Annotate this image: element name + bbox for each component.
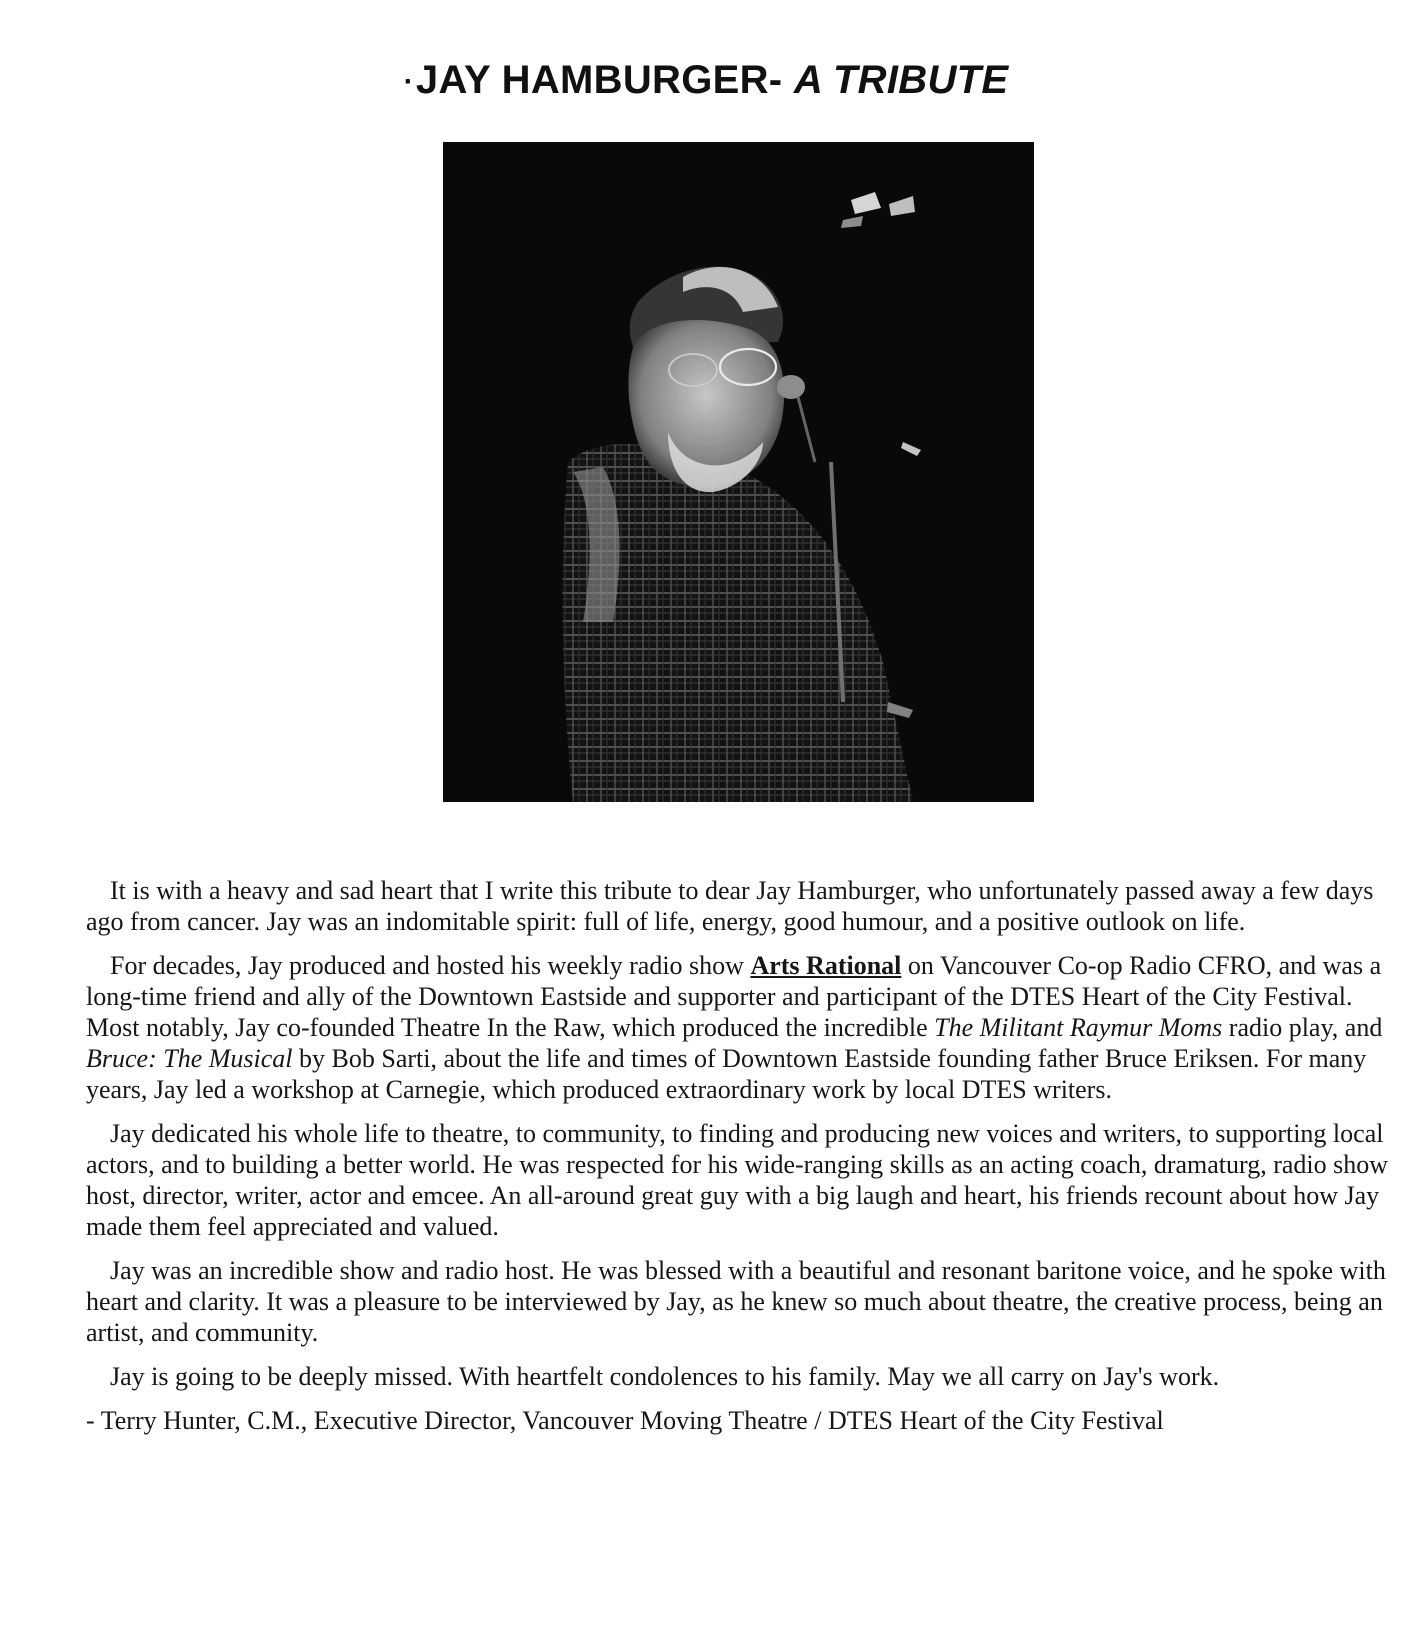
paragraph-2: [86, 950, 1396, 1105]
paragraph-1: It is with a heavy and sad heart that I write this tribute to dear Jay Hamburger, who unfortunately passed away a few days ago from cancer. Jay was an indomitable spirit: full of life, energy, good humour, and a positive outlook on life.: [86, 876, 1374, 936]
paragraph-5: Jay is going to be deeply missed. With heartfelt condolences to his family. May we all carry on Jay's work.: [110, 1362, 1220, 1391]
play-title-1: The Militant Raymur Moms: [934, 1013, 1223, 1042]
radio-show-name: Arts Rational: [750, 951, 902, 980]
paragraph-2-part-b: on Vancouver Co-op Radio CFRO, and was a long-time friend and ally of the Downtown Eastside and supporter and participant of the DTES Heart of the City Festival. Most notably, Jay co-founded Theatre In the Raw, which produced the incredible: [86, 951, 1382, 1042]
page-title: [0, 58, 1412, 103]
title-emphasis: A TRIBUTE: [793, 58, 1009, 102]
title-main: JAY HAMBURGER-: [415, 58, 794, 102]
portrait-photo-image: [443, 142, 1034, 802]
play-title-2: Bruce: The Musical: [86, 1044, 293, 1073]
title-dot: ·: [403, 65, 414, 99]
tribute-photo: [443, 142, 1034, 802]
signature: - Terry Hunter, C.M., Executive Director, Vancouver Moving Theatre / DTES Heart of the City Festival: [86, 1406, 1164, 1435]
paragraph-2-part-c: radio play, and: [1222, 1013, 1383, 1042]
paragraph-2-part-d: by Bob Sarti, about the life and times of Downtown Eastside founding father Bruce Eriksen. For many years, Jay led a workshop at Carnegie, which produced extraordinary work by local DTES writers.: [86, 1044, 1367, 1104]
paragraph-2-part-a: For decades, Jay produced and hosted his weekly radio show: [110, 951, 751, 980]
paragraph-4: Jay was an incredible show and radio host. He was blessed with a beautiful and resonant baritone voice, and he spoke with heart and clarity. It was a pleasure to be interviewed by Jay, as he knew so much about theatre, the creative process, being an artist, and community.: [86, 1256, 1386, 1347]
paragraph-3: Jay dedicated his whole life to theatre, to community, to finding and producing new voices and writers, to supporting local actors, and to building a better world. He was respected for his wide-ranging skills as an acting coach, dramaturg, radio show host, director, writer, actor and emcee. An all-around great guy with a big laugh and heart, his friends recount about how Jay made them feel appreciated and valued.: [86, 1119, 1389, 1241]
tribute-body: [86, 875, 1396, 1449]
